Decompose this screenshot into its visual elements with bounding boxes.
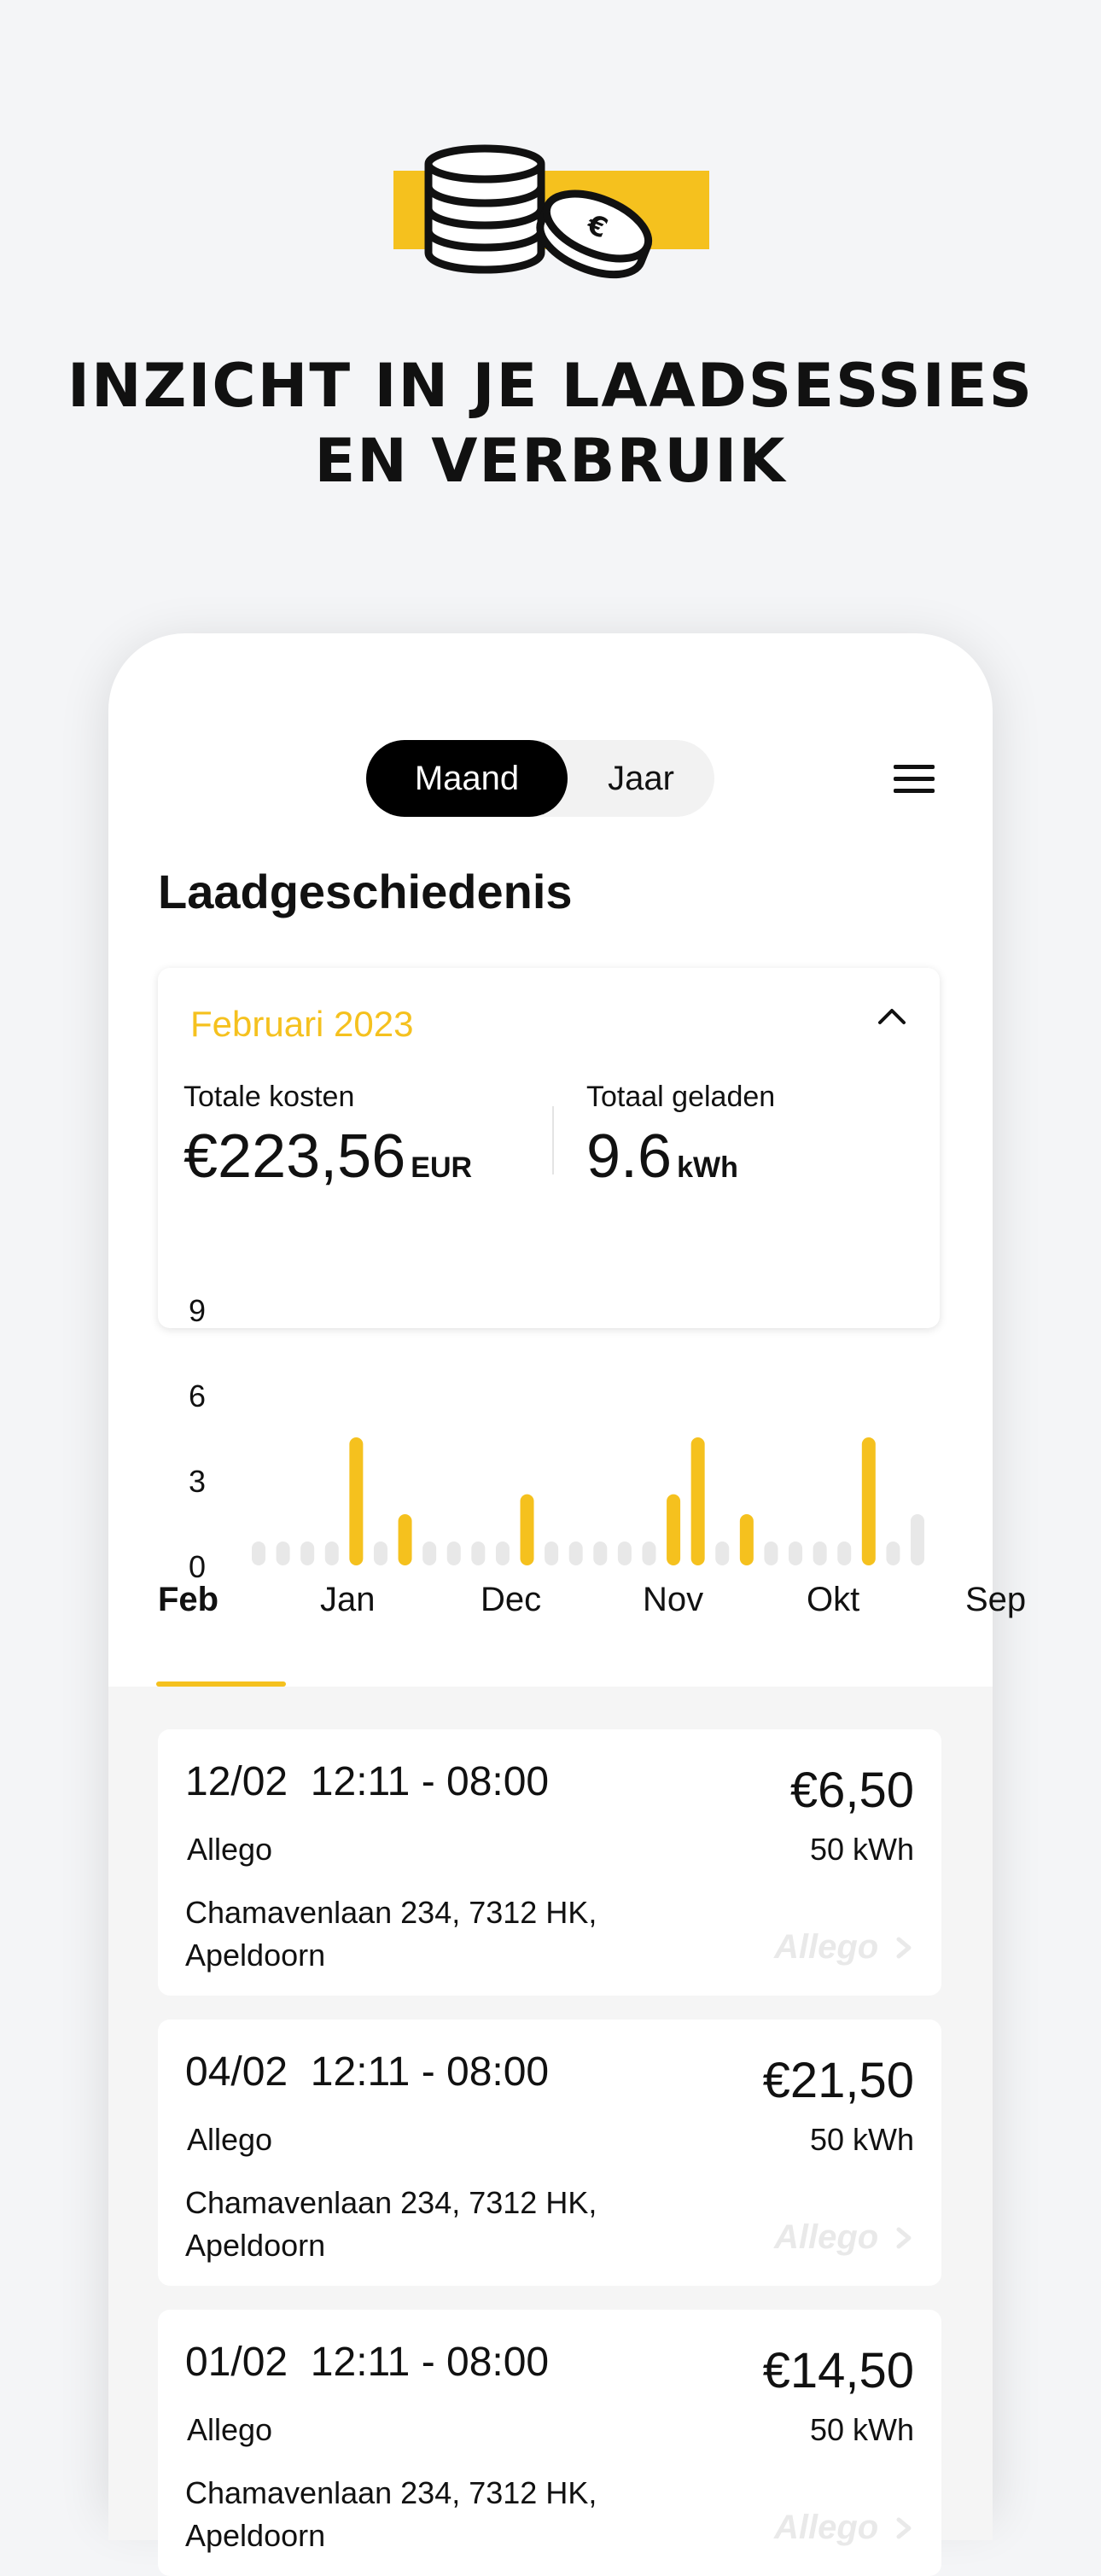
toggle-year[interactable]: Jaar [608, 760, 674, 797]
y-tick-label: 9 [189, 1293, 207, 1328]
tab-okt[interactable]: Okt [807, 1581, 860, 1618]
tab-sep[interactable]: Sep [965, 1581, 1027, 1618]
chart-bar[interactable] [399, 1514, 412, 1565]
session-card[interactable] [158, 2019, 941, 2286]
session-card[interactable] [158, 1729, 941, 1996]
session-energy: 50 kWh [809, 1832, 914, 1867]
stat-divider [552, 1106, 554, 1174]
session-price: €14,50 [762, 2343, 914, 2398]
session-address-line-1: Chamavenlaan 234, 7312 HK, [185, 2475, 597, 2510]
session-date: 04/02 [185, 2049, 288, 2095]
chart-bar[interactable] [886, 1542, 900, 1565]
page-title: Laadgeschiedenis [158, 865, 573, 918]
chart-bar[interactable] [300, 1542, 314, 1565]
session-price: €6,50 [789, 1763, 914, 1818]
session-time: 12:11 - 08:00 [310, 2049, 550, 2095]
session-datetime [185, 2339, 549, 2386]
session-energy: 50 kWh [809, 2122, 914, 2157]
session-address-line-1: Chamavenlaan 234, 7312 HK, [185, 2185, 597, 2220]
session-datetime [185, 1758, 549, 1805]
session-address-line-2: Apeldoorn [185, 2518, 326, 2553]
summary-card [158, 968, 940, 1584]
chart-bar[interactable] [569, 1542, 583, 1565]
chart-bar[interactable] [642, 1542, 655, 1565]
toggle-month[interactable]: Maand [366, 740, 568, 817]
session-time: 12:11 - 08:00 [310, 2340, 550, 2385]
svg-text:Allego: Allego [774, 1928, 879, 1966]
total-energy-amount: 9.6 [586, 1122, 673, 1191]
session-operator: Allego [187, 1832, 273, 1867]
chart-bar[interactable] [740, 1514, 754, 1565]
chart-bar[interactable] [593, 1542, 607, 1565]
total-cost-amount: €223,56 [184, 1122, 406, 1191]
total-energy-value [586, 1122, 738, 1192]
chart-bar[interactable] [618, 1542, 632, 1565]
total-energy-unit: kWh [677, 1151, 738, 1184]
svg-text:Allego: Allego [774, 2509, 879, 2546]
session-address [185, 2472, 663, 2557]
session-address-line-2: Apeldoorn [185, 1938, 326, 1973]
chart-bar[interactable] [911, 1514, 924, 1565]
session-time: 12:11 - 08:00 [310, 1759, 550, 1804]
tab-nov[interactable]: Nov [643, 1581, 704, 1618]
session-datetime [185, 2049, 549, 2095]
total-energy-label: Totaal geladen [586, 1081, 776, 1113]
chart-bar[interactable] [252, 1542, 265, 1565]
session-address [185, 2182, 663, 2267]
session-address [185, 1891, 663, 1977]
total-cost-label: Totale kosten [184, 1081, 355, 1113]
daily-energy-chart [184, 1250, 926, 1591]
y-tick-label: 0 [189, 1549, 207, 1584]
y-tick-label: 3 [189, 1464, 207, 1499]
session-date: 01/02 [185, 2340, 288, 2385]
month-title: Februari 2023 [190, 1004, 414, 1044]
session-address-line-1: Chamavenlaan 234, 7312 HK, [185, 1895, 597, 1930]
operator-logo-icon[interactable] [771, 2504, 916, 2552]
coins-icon [0, 137, 1101, 282]
session-address-line-2: Apeldoorn [185, 2228, 326, 2263]
session-card[interactable] [158, 2310, 941, 2576]
menu-icon[interactable] [894, 760, 936, 797]
chevron-up-icon[interactable] [875, 1002, 909, 1028]
session-operator: Allego [187, 2122, 273, 2157]
session-price: €21,50 [762, 2053, 914, 2108]
operator-logo-icon[interactable] [771, 2214, 916, 2262]
chart-bar[interactable] [862, 1437, 876, 1565]
chart-bar[interactable] [667, 1495, 680, 1565]
phone-mockup [108, 633, 1027, 2553]
chart-bar[interactable] [545, 1542, 558, 1565]
tab-jan[interactable]: Jan [320, 1581, 376, 1618]
chart-bar[interactable] [471, 1542, 485, 1565]
chart-bar[interactable] [422, 1542, 436, 1565]
svg-text:€: € [582, 207, 613, 245]
chart-bar[interactable] [691, 1437, 705, 1565]
chart-bar[interactable] [521, 1495, 534, 1565]
session-list [108, 1687, 993, 2553]
period-toggle[interactable] [366, 740, 714, 817]
chart-bar[interactable] [277, 1542, 290, 1565]
month-tabs [108, 1581, 1027, 1666]
chart-bar[interactable] [349, 1437, 363, 1565]
chart-bar[interactable] [789, 1542, 802, 1565]
total-cost-value [184, 1122, 472, 1192]
chart-bar[interactable] [764, 1542, 778, 1565]
session-energy: 50 kWh [809, 2412, 914, 2447]
headline-line-1: INZICHT IN JE LAADSESSIES [67, 351, 1034, 421]
headline-line-2: EN VERBRUIK [314, 426, 787, 496]
chart-bar[interactable] [447, 1542, 461, 1565]
session-date: 12/02 [185, 1759, 288, 1804]
operator-logo-icon[interactable] [771, 1924, 916, 1972]
y-tick-label: 6 [189, 1378, 207, 1413]
chart-bar[interactable] [496, 1542, 510, 1565]
chart-bar[interactable] [325, 1542, 339, 1565]
svg-text:Allego: Allego [774, 2218, 879, 2256]
total-cost-unit: EUR [411, 1151, 473, 1184]
tab-dec[interactable]: Dec [481, 1581, 542, 1618]
chart-bar[interactable] [813, 1542, 827, 1565]
session-operator: Allego [187, 2412, 273, 2447]
headline [0, 348, 1101, 498]
tab-feb[interactable]: Feb [158, 1581, 219, 1618]
chart-bar[interactable] [715, 1542, 729, 1565]
chart-bar[interactable] [374, 1542, 387, 1565]
chart-bar[interactable] [837, 1542, 851, 1565]
